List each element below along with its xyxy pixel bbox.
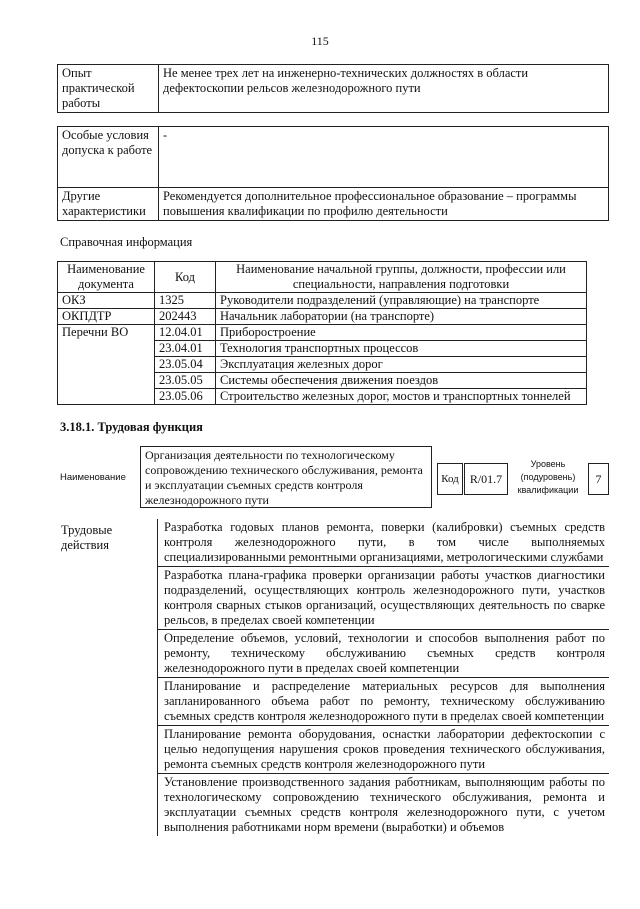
ref-code: 12.04.01	[155, 325, 216, 341]
labor-action-item: Планирование ремонта оборудования, оснастки лаборатории дефектоскопии с целью недопущения нарушения сроков проведения технического обслуживания, ремонта съемных средств контроля железнодорожного пути	[158, 726, 610, 774]
name-label: Наименование	[60, 472, 126, 483]
ref-code: 202443	[155, 309, 216, 325]
ref-code: 23.04.01	[155, 341, 216, 357]
ref-name: Эксплуатация железных дорог	[216, 357, 587, 373]
experience-value: Не менее трех лет на инженерно-технических должностях в области дефектоскопии рельсов железнодорожного пути	[159, 65, 609, 113]
level-value: 7	[588, 463, 609, 495]
labor-action-item: Установление производственного задания работникам, выполняющим работы по технологическому сопровождению технического обслуживания, ремонта и эксплуатации съемных средств контроля железнодорожного пути, с учетом выполнения работниками норм времени (выработки) и объемов	[158, 774, 610, 837]
ref-name: Приборостроение	[216, 325, 587, 341]
labor-action-item: Разработка годовых планов ремонта, поверки (калибровки) съемных средств контроля железнодорожного пути, в том числе выполняемых специализированными ремонтными организациями, метрологическими службами	[158, 519, 610, 567]
table-row	[58, 293, 587, 309]
ref-name: Строительство железных дорог, мостов и транспортных тоннелей	[216, 389, 587, 405]
experience-table	[57, 64, 609, 113]
reference-table	[57, 261, 587, 405]
table-row	[58, 325, 587, 341]
labor-actions-table	[57, 519, 609, 836]
page-number: 115	[311, 34, 329, 48]
ref-code: 23.05.05	[155, 373, 216, 389]
ref-code: 1325	[155, 293, 216, 309]
conditions-value: -	[159, 127, 609, 188]
ref-doc: Перечни ВО	[58, 325, 155, 405]
code-label: Код	[437, 463, 463, 495]
header-code: Код	[155, 262, 216, 293]
conditions-label: Особые условия допуска к работе	[58, 127, 159, 188]
header-name: Наименование начальной группы, должности, профессии или специальности, направления подготовки	[216, 262, 587, 293]
labor-actions-label: Трудовые действия	[61, 523, 113, 552]
table-row	[58, 127, 609, 188]
labor-function-title: 3.18.1. Трудовая функция	[60, 420, 203, 434]
ref-name: Системы обеспечения движения поездов	[216, 373, 587, 389]
labor-action-item: Разработка плана-графика проверки организации работы участков диагностики подразделений, осуществляющих контроль железнодорожного пути, участков контроля сварных стыков организаций, осуществляющих деятельность по сварке рельсов, в пределах своей компетенции	[158, 567, 610, 630]
table-row	[58, 65, 609, 113]
ref-name: Технология транспортных процессов	[216, 341, 587, 357]
code-value: R/01.7	[464, 463, 508, 495]
header-doc: Наименование документа	[58, 262, 155, 293]
labor-function-name: Организация деятельности по технологическому сопровождению технического обслуживания, ремонта и эксплуатации съемных средств контроля железнодорожного пути	[140, 446, 432, 508]
table-row	[58, 188, 609, 221]
labor-function-header	[57, 446, 609, 514]
ref-name: Начальник лаборатории (на транспорте)	[216, 309, 587, 325]
ref-doc: ОКПДТР	[58, 309, 155, 325]
ref-code: 23.05.04	[155, 357, 216, 373]
ref-code: 23.05.06	[155, 389, 216, 405]
labor-action-item: Планирование и распределение материальных ресурсов для выполнения запланированного объема работ по ремонту, техническому обслуживанию съемных средств контроля железнодорожного пути в пределах своей компетенции	[158, 678, 610, 726]
other-value: Рекомендуется дополнительное профессиональное образование – программы повышения квалификации по профилю деятельности	[159, 188, 609, 221]
table-row	[58, 309, 587, 325]
ref-doc: ОКЗ	[58, 293, 155, 309]
table-row	[57, 519, 609, 567]
labor-action-item: Определение объемов, условий, технологии и способов выполнения работ по ремонту, техническому обслуживанию съемных средств контроля железнодорожного пути в пределах своей компетенции	[158, 630, 610, 678]
conditions-table	[57, 126, 609, 221]
reference-heading: Справочная информация	[60, 235, 193, 249]
table-header-row	[58, 262, 587, 293]
level-label: Уровень (подуровень) квалификации	[517, 459, 579, 495]
other-label: Другие характеристики	[58, 188, 159, 221]
experience-label: Опыт практической работы	[58, 65, 159, 113]
ref-name: Руководители подразделений (управляющие) на транспорте	[216, 293, 587, 309]
